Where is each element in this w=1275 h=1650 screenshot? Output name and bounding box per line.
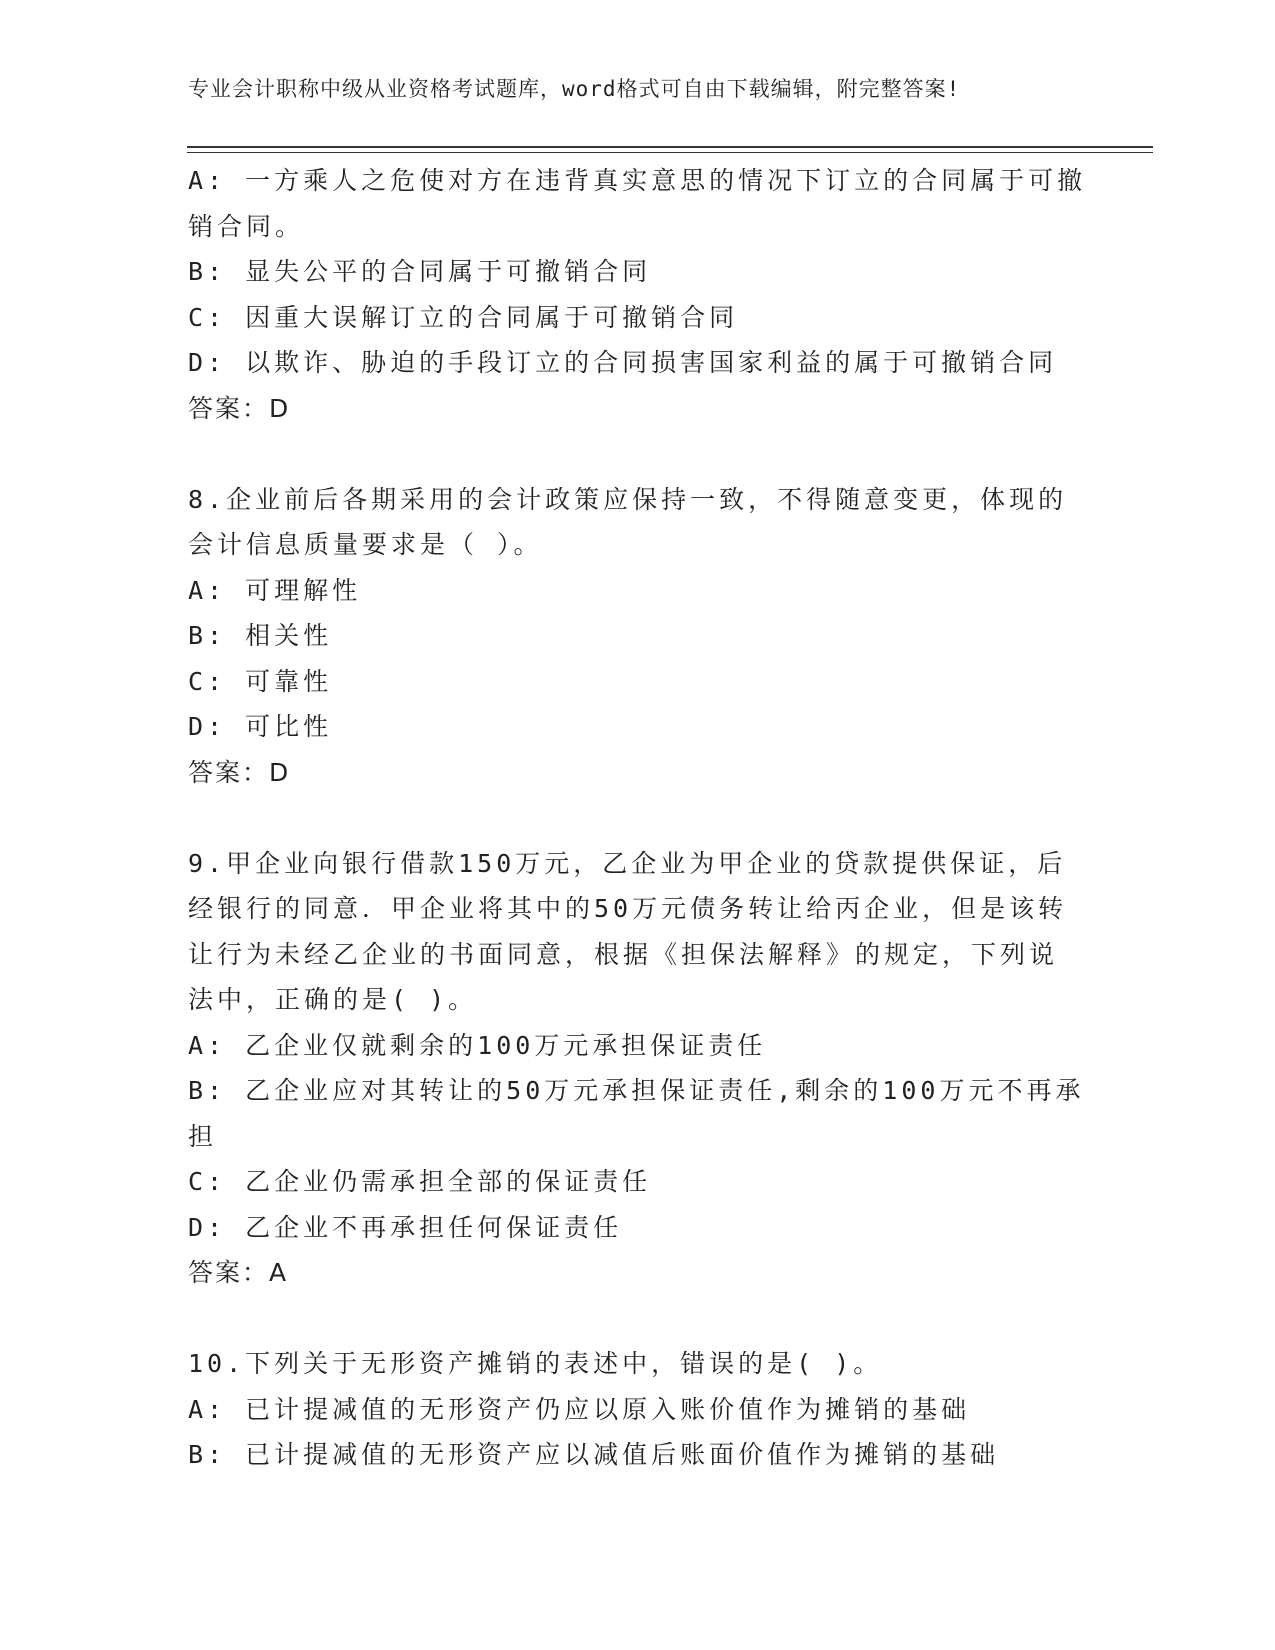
question-stem-continued: 让行为未经乙企业的书面同意，根据《担保法解释》的规定，下列说	[188, 939, 1059, 969]
option-c: C: 可靠性	[188, 666, 333, 696]
page-header: 专业会计职称中级从业资格考试题库，word格式可自由下载编辑，附完整答案!	[188, 77, 961, 101]
option-a-continued: 销合同。	[188, 211, 305, 241]
spacer	[188, 795, 1088, 841]
option-c: C: 因重大误解订立的合同属于可撤销合同	[188, 302, 739, 332]
option-a: A: 乙企业仅就剩余的100万元承担保证责任	[188, 1030, 767, 1060]
question-stem-continued: 会计信息质量要求是（ ）。	[188, 530, 543, 559]
option-a: A: 可理解性	[188, 575, 362, 605]
document-body	[188, 158, 1088, 1478]
question-stem: 8.企业前后各期采用的会计政策应保持一致，不得随意变更，体现的	[188, 484, 1068, 514]
question-stem: 10.下列关于无形资产摊销的表述中，错误的是( )。	[188, 1349, 883, 1378]
option-b: B: 显失公平的合同属于可撤销合同	[188, 257, 652, 286]
option-b-continued: 担	[188, 1121, 218, 1151]
answer: 答案：D	[188, 757, 291, 787]
question-stem-continued: 法中，正确的是( )。	[188, 985, 478, 1014]
header-rule-thin	[187, 152, 1153, 153]
answer: 答案：A	[188, 1258, 289, 1287]
option-d: D: 可比性	[188, 712, 333, 741]
spacer	[188, 1296, 1088, 1342]
option-c: C: 乙企业仍需承担全部的保证责任	[188, 1167, 652, 1196]
answer: 答案：D	[188, 393, 291, 423]
question-7	[188, 158, 1088, 431]
option-b: B: 乙企业应对其转让的50万元承担保证责任,剩余的100万元不再承	[188, 1076, 1085, 1105]
question-10	[188, 1341, 1088, 1478]
option-b: B: 相关性	[188, 621, 333, 650]
question-9	[188, 841, 1088, 1296]
question-stem: 9.甲企业向银行借款150万元，乙企业为甲企业的贷款提供保证，后	[188, 848, 1067, 878]
option-d: D: 以欺诈、胁迫的手段订立的合同损害国家利益的属于可撤销合同	[188, 348, 1058, 377]
option-a: A: 一方乘人之危使对方在违背真实意思的情况下订立的合同属于可撤	[188, 166, 1087, 195]
question-8	[188, 477, 1088, 796]
option-d: D: 乙企业不再承担任何保证责任	[188, 1212, 623, 1242]
option-a: A: 已计提减值的无形资产仍应以原入账价值作为摊销的基础	[188, 1394, 971, 1424]
spacer	[188, 431, 1088, 477]
question-stem-continued: 经银行的同意．甲企业将其中的50万元债务转让给丙企业，但是该转	[188, 894, 1068, 923]
header-rule-thick	[187, 146, 1153, 148]
option-b: B: 已计提减值的无形资产应以减值后账面价值作为摊销的基础	[188, 1440, 1000, 1469]
